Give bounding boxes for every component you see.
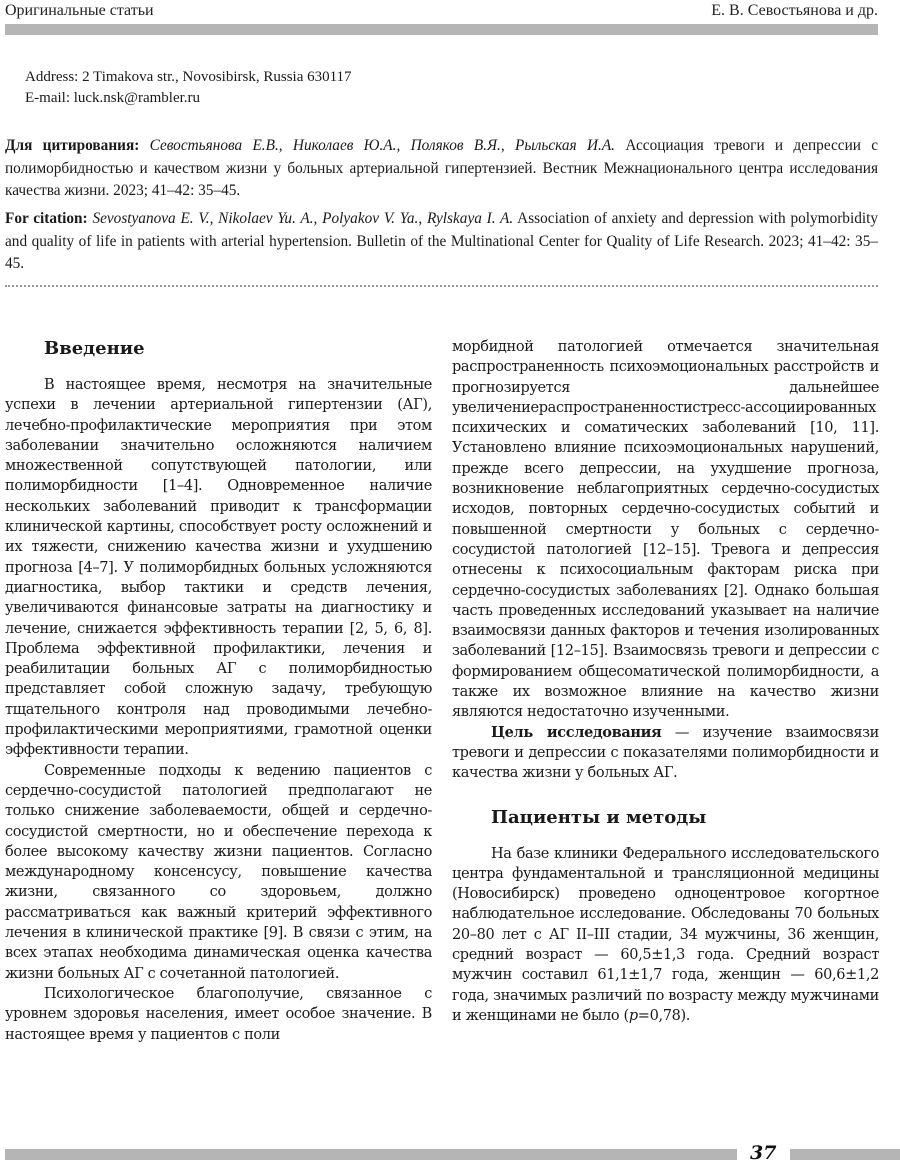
methods-heading: Пациенты и методы — [491, 806, 707, 828]
left-column — [5, 337, 432, 1045]
section-divider — [5, 285, 878, 287]
citation-ru-label: Для цитирования: — [5, 137, 140, 154]
aim-text: — изучение взаимосвязи тревоги и депрессии с показателями полиморбидности и качества жизни у больных АГ. — [452, 724, 879, 782]
aim-paragraph — [452, 723, 879, 784]
intro-paragraph-2: Современные подходы к ведению пациентов с сердечно-сосудистой патологией предполагают не только снижение заболеваемости, общей и сердечно-сосудистой смертности, но и обеспечение перехода к более высокому качеству жизни пациентов. Согласно международному консенсусу, повышение качества жизни, связанного со здоровьем, должно рассматриваться как важный критерий эффективного лечения в клинической практике [9]. В связи с этим, на всех этапах необходима динамическая оценка качества жизни больных АГ с сочетанной патологией. — [5, 762, 432, 982]
citation-ru-authors: Севостьянова Е.В., Николаев Ю.А., Поляков В.Я., Рыльская И.А. — [149, 137, 616, 154]
methods-text-a: На базе клиники Федерального исследовательского центра фундаментальной и трансляционной медицины (Новосибирск) проведено одноцентровое когортное наблюдательное исследование. Обследованы 70 больных 20–80 лет с АГ II–III стадии, 34 мужчины, 36 женщин, средний возраст — 60,5±1,3 года. Средний возраст мужчин составил 61,1±1,7 года, женщин — 60,6±1,2 года, значимых различий по возрасту между мужчинами и женщинами не было ( — [452, 845, 879, 1024]
methods-text-b: =0,78). — [637, 1007, 691, 1024]
p-value-symbol: p — [628, 1007, 638, 1024]
citation-ru — [5, 135, 878, 203]
page-number: 37 — [750, 1142, 777, 1164]
email-line: E-mail: luck.nsk@rambler.ru — [25, 90, 201, 106]
footer-bar — [5, 1149, 737, 1160]
running-authors: Е. В. Севостьянова и др. — [711, 2, 878, 19]
citation-en-authors: Sevostyanova E. V., Nikolaev Yu. A., Polyakov V. Ya., Rylskaya I. A. — [92, 210, 514, 227]
citation-en — [5, 208, 878, 276]
header-bar — [5, 24, 878, 35]
correspondence-address — [25, 67, 352, 109]
intro-paragraph-3-continued: морбидной патологией отмечается значительная распространенность психоэмоциональных расстройств и прогнозируется дальнейшее увеличениераспространенностистресс-ассоциированных психических и соматических заболеваний [10, 11]. Установлено влияние психоэмоциональных нарушений, прежде всего депрессии, на ухудшение прогноза, возникновение неблагоприятных сердечно-сосудистых исходов, повторных сердечно-сосудистых событий и повышенной смертности у больных с сердечно-сосудистой патологией [12–15]. Тревога и депрессия отнесены к психосоциальным факторам риска при сердечно-сосудистых заболеваниях [2]. Однако большая часть проведенных исследований указывает на наличие взаимосвязи данных факторов и течения изолированных заболеваний [12–15]. Взаимосвязь тревоги и депрессии с формированием общесоматической полиморбидности, а также их возможное влияние на качество жизни являются недостаточно изученными. — [452, 339, 879, 721]
intro-heading: Введение — [44, 338, 145, 359]
intro-paragraph-1: В настоящее время, несмотря на значительные успехи в лечении артериальной гипертензии (АГ), лечебно-профилактические мероприятия при этом заболевании значительно осложняются наличием множественной сопутствующей патологии, или полиморбидности [1–4]. Одновременное наличие нескольких заболеваний приводит к трансформации клинической картины, способствует росту осложнений и их тяжести, снижению качества жизни и ухудшению прогноза [4–7]. У полиморбидных больных усложняются диагностика, выбор тактики и средств лечения, увеличиваются финансовые затраты на диагностику и лечение, снижается эффективность терапии [2, 5, 6, 8]. Проблема эффективной профилактики, лечения и реабилитации больных АГ с полиморбидностью представляет собой сложную задачу, требующую тщательного контроля над проводимыми лечебно-профилактическими мероприятиями, грамотной оценки эффективности терапии. — [5, 377, 432, 759]
address-line: Address: 2 Timakova str., Novosibirsk, Russia 630117 — [25, 69, 352, 85]
journal-section: Оригинальные статьи — [5, 2, 154, 19]
citation-en-label: For citation: — [5, 210, 88, 227]
right-column — [452, 337, 879, 1026]
running-head — [0, 0, 900, 20]
spacer — [452, 784, 879, 800]
citation-en-text: Association of anxiety and depression with polymorbidity and quality of life in patients with arterial hypertension. Bulletin of the Multinational Center for Quality of Life Research. 2023; 41–42: 35–45. — [5, 210, 879, 272]
footer-bar-right — [790, 1149, 900, 1160]
citation-ru-text: Ассоциация тревоги и депрессии с полиморбидностью и качеством жизни у больных артериальной гипертензией. Вестник Межнационального центра исследования качества жизни. 2023; 41–42: 35–45. — [5, 137, 879, 199]
methods-paragraph-1 — [452, 844, 879, 1027]
intro-paragraph-3: Психологическое благополучие, связанное с уровнем здоровья населения, имеет особое значение. В настоящее время у пациентов с поли — [5, 985, 432, 1043]
aim-label: Цель исследования — [491, 723, 662, 741]
